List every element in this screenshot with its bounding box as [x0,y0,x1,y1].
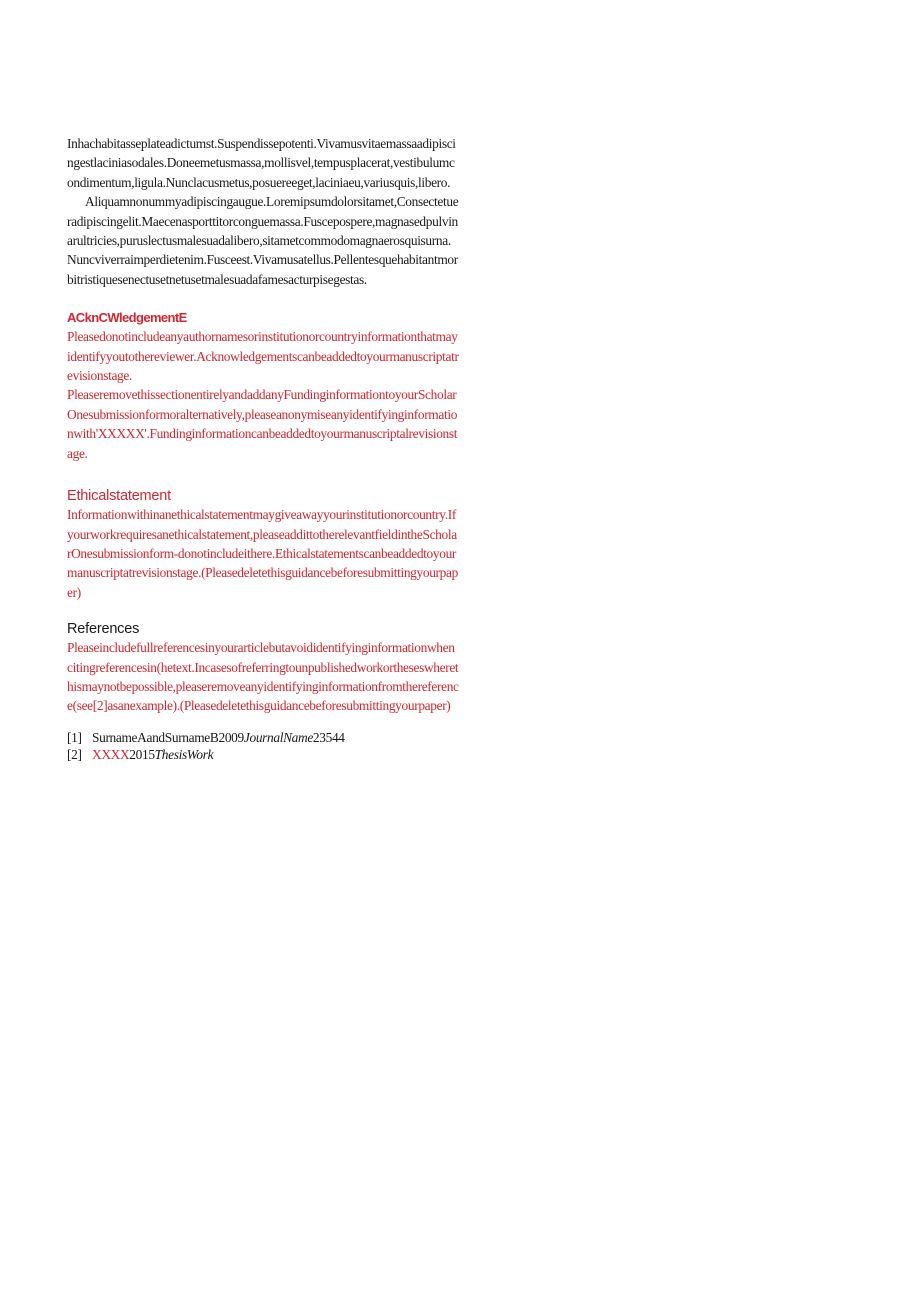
acknowledgement-paragraph-1: Pleasedonotincludeanyauthornamesorinstitutionorcountryinformationthatmayidentifyyoutothereviewer.Acknowledgementscanbeaddedtoyourmanuscriptatrevisionstage. [67,329,459,384]
reference-item-1 [67,729,459,746]
reference-journal: ThesisWork [154,746,214,762]
reference-journal: JournalName [243,729,313,745]
reference-authors: XXXX [92,746,130,762]
ethical-statement-heading: Ethicalstatement [67,488,171,505]
reference-item-2 [67,746,459,763]
reference-text [92,746,213,763]
acknowledgement-heading: ACknCWledgementE [67,310,187,326]
reference-details: 23544 [312,729,345,745]
reference-authors: SurnameAandSurnameB2009 [92,729,244,745]
references-heading: References [67,621,140,638]
body-paragraph-2: Aliquamnonummyadipiscingaugue.Loremipsumdolorsitamet,Consectetueradipiscingelit.Maecenasporttitorconguemassa.Fuscepospere,magnasedpulvinarultricies,puruslectusmalesuadalibero,sitametcommodomagnaerosquisurna.Nuncviverraimperdietenim.Fusceest.Vivamusatellus.Pellentesquehabitantmorbitristiquesenectusetnetusetmalesuadafamesacturpisegestas. [67,194,459,287]
paper-column [67,134,459,763]
reference-text [92,729,345,746]
acknowledgement-paragraph-2: PleaseremovethissectionentirelyandaddanyFundinginformationtoyourScholarOnesubmissionformoralternatively,pleaseanonymiseanyidentifyinginformationwith'XXXXX'.Fundinginformationcanbeaddedtoyourmanuscriptalrevisionstage. [67,387,458,461]
body-paragraph-1: Inhachabitasseplateadictumst.Suspendissepotenti.Vivamusvitaemassaadipiscingestlaciniasodales.Doneemetusmassa,mollisvel,tempusplacerat,vestibulumcondimentum,ligula.Nunclacusmetus,posuereeget,laciniaeu,variusquis,libero. [67,136,456,190]
reference-number: [2] [67,746,82,762]
reference-year: 2015 [129,746,155,762]
references-guidance-paragraph: Pleaseincludefullreferencesinyourarticlebutavoididentifyinginformationwhencitingreferencesin(hetext.Incasesofreferringtounpublishedworkortheseswherethismaynotbepossible,pleaseremoveanyidentifyinginformationfromthereference(see[2]asanexample).(Pleasedeletethisguidancebeforesubmittingyourpaper) [67,640,459,714]
reference-list [67,729,459,763]
ethical-statement-paragraph: Informationwithinanethicalstatementmaygiveawayyourinstitutionorcountry.Ifyourworkrequiresanethicalstatement,pleaseaddittotherelevantfieldintheScholarOnesubmissionform-donotincludeithere.Ethicalstatementscanbeaddedtoyourmanuscriptatrevisionstage.(Pleasedeletethisguidancebeforesubmittingyourpaper) [67,507,458,600]
reference-number: [1] [67,729,82,745]
